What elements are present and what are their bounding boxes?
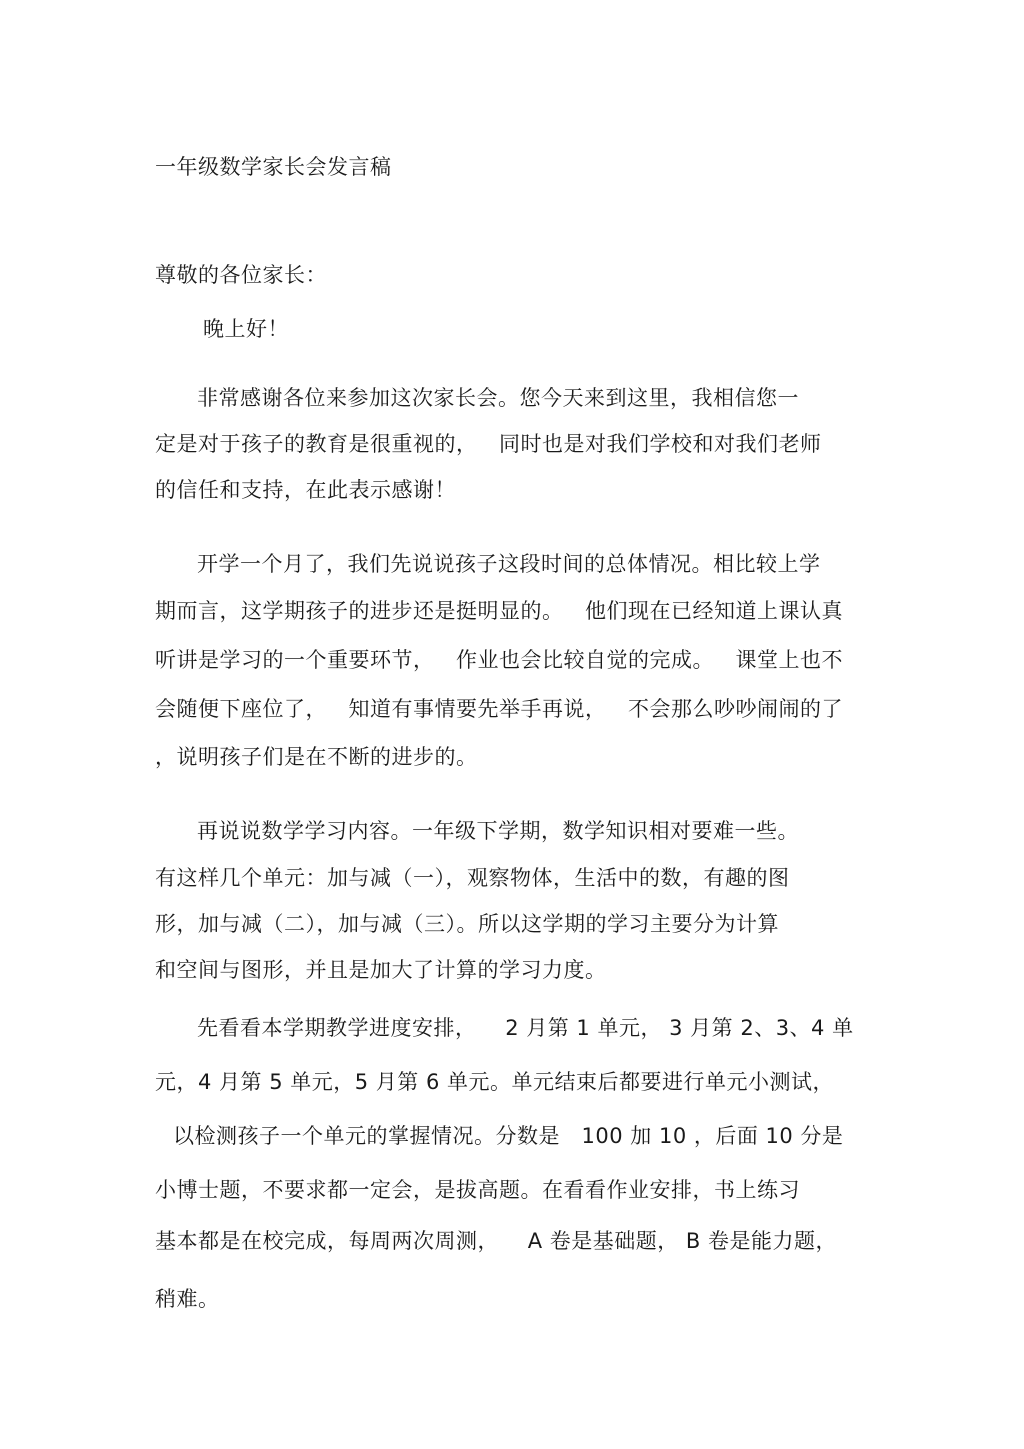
paragraph-line: 再说说数学学习内容。一年级下学期，数学知识相对要难一些。 <box>197 819 799 843</box>
salutation: 尊敬的各位家长： <box>155 263 327 287</box>
paragraph-line: 定是对于孩子的教育是很重视的， 同时也是对我们学校和对我们老师 <box>155 432 822 456</box>
paragraph-line: 以检测孩子一个单元的掌握情况。分数是 100 加 10 ，后面 10 分是 <box>173 1124 844 1148</box>
paragraph-line: 元，4 月第 5 单元，5 月第 6 单元。单元结束后都要进行单元小测试， <box>155 1070 834 1094</box>
paragraph-line: 期而言，这学期孩子的进步还是挺明显的。 他们现在已经知道上课认真 <box>155 599 844 623</box>
paragraph-line: 先看看本学期教学进度安排， 2 月第 1 单元， 3 月第 2、3、4 单 <box>197 1016 854 1040</box>
paragraph-line: 小博士题，不要求都一定会，是拔高题。在看看作业安排，书上练习 <box>155 1178 800 1202</box>
document-title: 一年级数学家长会发言稿 <box>155 155 392 179</box>
paragraph-line: 非常感谢各位来参加这次家长会。您今天来到这里，我相信您一 <box>197 386 799 410</box>
paragraph-line: 会随便下座位了， 知道有事情要先举手再说， 不会那么吵吵闹闹的了 <box>155 697 844 721</box>
paragraph-line: 基本都是在校完成，每周两次周测， A 卷是基础题， B 卷是能力题， <box>155 1229 837 1253</box>
paragraph-line: 形，加与减（二），加与减（三）。所以这学期的学习主要分为计算 <box>155 912 779 936</box>
paragraph-line: 开学一个月了，我们先说说孩子这段时间的总体情况。相比较上学 <box>197 552 821 576</box>
paragraph-line: 稍难。 <box>155 1287 220 1311</box>
paragraph-line: 和空间与图形，并且是加大了计算的学习力度。 <box>155 958 607 982</box>
paragraph-line: 的信任和支持，在此表示感谢！ <box>155 478 456 502</box>
paragraph-line: 有这样几个单元：加与减（一），观察物体，生活中的数，有趣的图 <box>155 866 790 890</box>
paragraph-line: ，说明孩子们是在不断的进步的。 <box>155 745 478 769</box>
paragraph-line: 听讲是学习的一个重要环节， 作业也会比较自觉的完成。 课堂上也不 <box>155 648 844 672</box>
greeting: 晚上好！ <box>203 317 289 341</box>
